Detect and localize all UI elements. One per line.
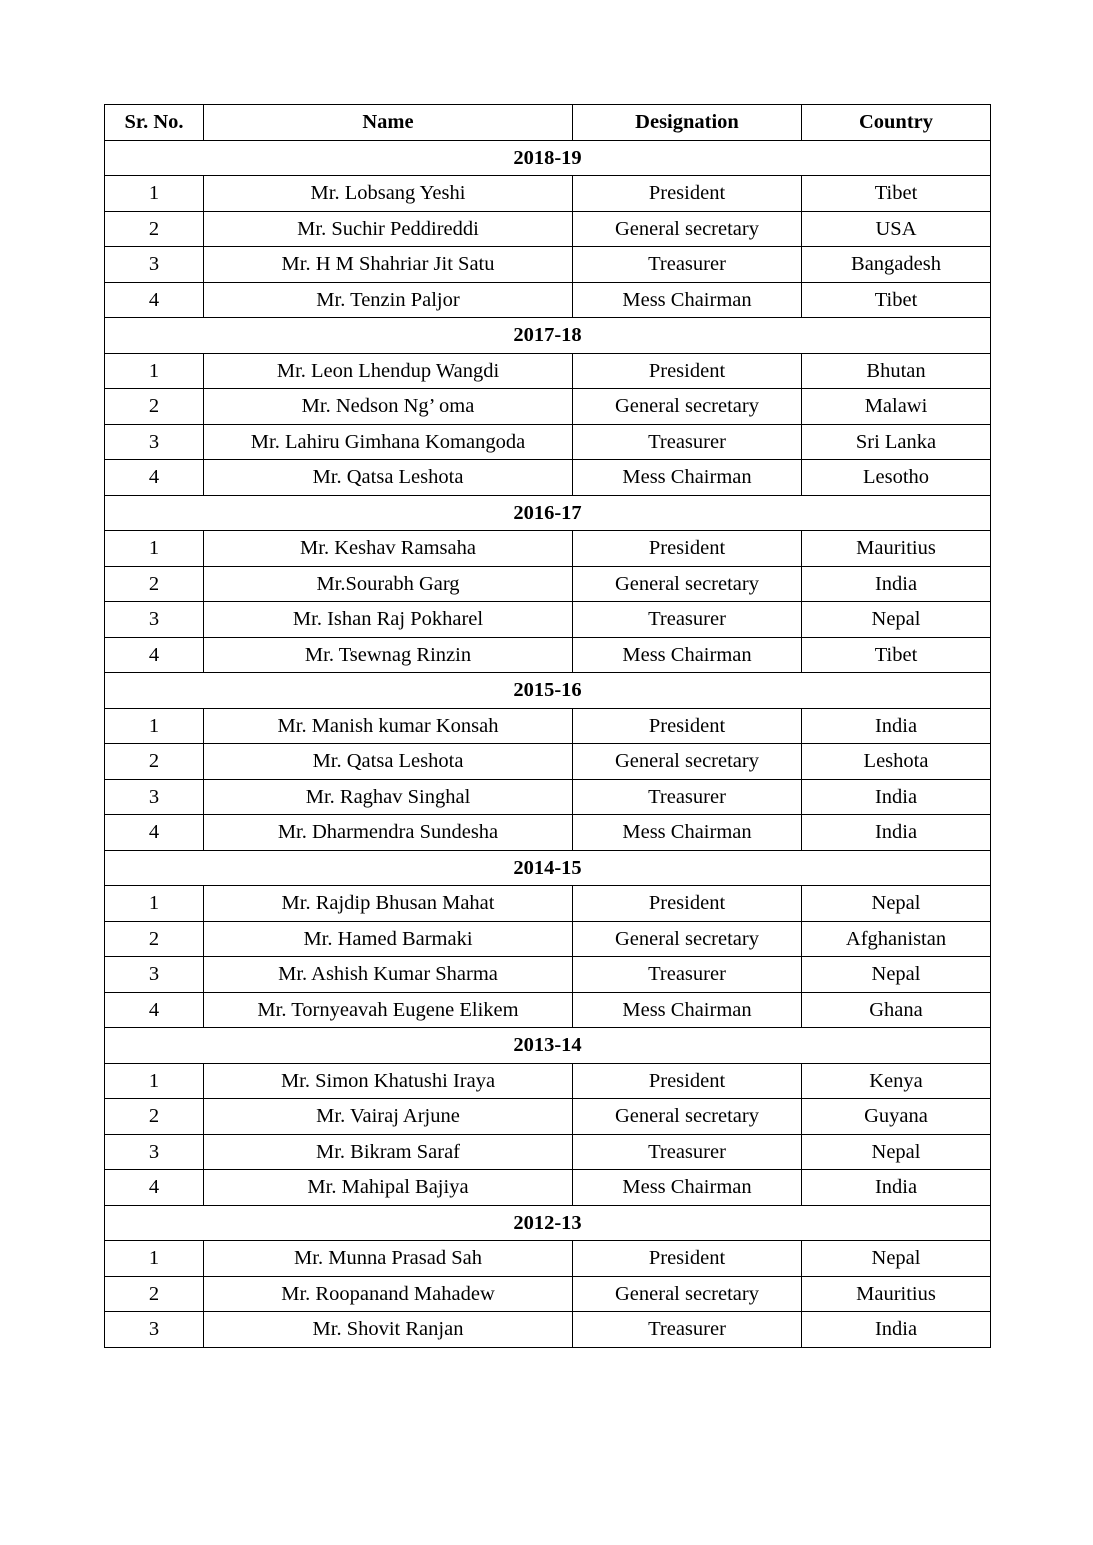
designation-cell: President: [573, 176, 802, 212]
country-cell: India: [802, 1170, 991, 1206]
designation-cell: President: [573, 886, 802, 922]
year-heading: 2016-17: [105, 495, 991, 531]
name-cell: Mr. Ishan Raj Pokharel: [204, 602, 573, 638]
table-row: [105, 886, 991, 922]
designation-cell: General secretary: [573, 1099, 802, 1135]
name-cell: Mr. Rajdip Bhusan Mahat: [204, 886, 573, 922]
year-heading: 2015-16: [105, 673, 991, 709]
name-cell: Mr. Tsewnag Rinzin: [204, 637, 573, 673]
year-row: [105, 1205, 991, 1241]
sr-no-cell: 3: [105, 424, 204, 460]
sr-no-cell: 3: [105, 247, 204, 283]
sr-no-cell: 3: [105, 779, 204, 815]
name-cell: Mr. Bikram Saraf: [204, 1134, 573, 1170]
name-cell: Mr. Lahiru Gimhana Komangoda: [204, 424, 573, 460]
country-cell: Sri Lanka: [802, 424, 991, 460]
table-row: [105, 353, 991, 389]
table-row: [105, 1099, 991, 1135]
sr-no-cell: 3: [105, 957, 204, 993]
table-row: [105, 389, 991, 425]
year-heading: 2017-18: [105, 318, 991, 354]
table-row: [105, 531, 991, 567]
designation-cell: President: [573, 708, 802, 744]
sr-no-cell: 4: [105, 282, 204, 318]
header-sr-no: Sr. No.: [105, 105, 204, 141]
country-cell: Nepal: [802, 602, 991, 638]
designation-cell: Mess Chairman: [573, 637, 802, 673]
header-country: Country: [802, 105, 991, 141]
table-row: [105, 424, 991, 460]
country-cell: Tibet: [802, 637, 991, 673]
designation-cell: General secretary: [573, 921, 802, 957]
name-cell: Mr. Simon Khatushi Iraya: [204, 1063, 573, 1099]
sr-no-cell: 4: [105, 992, 204, 1028]
country-cell: Malawi: [802, 389, 991, 425]
designation-cell: General secretary: [573, 1276, 802, 1312]
name-cell: Mr. Raghav Singhal: [204, 779, 573, 815]
sr-no-cell: 3: [105, 602, 204, 638]
designation-cell: Mess Chairman: [573, 460, 802, 496]
designation-cell: General secretary: [573, 211, 802, 247]
table-row: [105, 1276, 991, 1312]
table-row: [105, 1134, 991, 1170]
designation-cell: General secretary: [573, 389, 802, 425]
designation-cell: General secretary: [573, 744, 802, 780]
designation-cell: Treasurer: [573, 1312, 802, 1348]
table-row: [105, 247, 991, 283]
designation-cell: Mess Chairman: [573, 815, 802, 851]
sr-no-cell: 2: [105, 566, 204, 602]
country-cell: India: [802, 1312, 991, 1348]
country-cell: Ghana: [802, 992, 991, 1028]
header-name: Name: [204, 105, 573, 141]
table-row: [105, 779, 991, 815]
name-cell: Mr. Vairaj Arjune: [204, 1099, 573, 1135]
name-cell: Mr.Sourabh Garg: [204, 566, 573, 602]
country-cell: Lesotho: [802, 460, 991, 496]
name-cell: Mr. Nedson Ng’ oma: [204, 389, 573, 425]
country-cell: Bangadesh: [802, 247, 991, 283]
name-cell: Mr. Mahipal Bajiya: [204, 1170, 573, 1206]
table-row: [105, 282, 991, 318]
designation-cell: General secretary: [573, 566, 802, 602]
country-cell: India: [802, 815, 991, 851]
sr-no-cell: 1: [105, 886, 204, 922]
country-cell: India: [802, 779, 991, 815]
country-cell: Tibet: [802, 282, 991, 318]
name-cell: Mr. Keshav Ramsaha: [204, 531, 573, 567]
table-row: [105, 957, 991, 993]
country-cell: Guyana: [802, 1099, 991, 1135]
designation-cell: President: [573, 531, 802, 567]
table-row: [105, 602, 991, 638]
name-cell: Mr. Suchir Peddireddi: [204, 211, 573, 247]
table-row: [105, 176, 991, 212]
sr-no-cell: 1: [105, 176, 204, 212]
name-cell: Mr. Ashish Kumar Sharma: [204, 957, 573, 993]
designation-cell: Treasurer: [573, 779, 802, 815]
name-cell: Mr. Tenzin Paljor: [204, 282, 573, 318]
sr-no-cell: 1: [105, 708, 204, 744]
country-cell: Nepal: [802, 957, 991, 993]
year-row: [105, 673, 991, 709]
table-row: [105, 1241, 991, 1277]
designation-cell: President: [573, 1241, 802, 1277]
table-row: [105, 744, 991, 780]
year-heading: 2018-19: [105, 140, 991, 176]
sr-no-cell: 2: [105, 211, 204, 247]
table-row: [105, 460, 991, 496]
designation-cell: Treasurer: [573, 247, 802, 283]
sr-no-cell: 2: [105, 1099, 204, 1135]
year-heading: 2012-13: [105, 1205, 991, 1241]
table-body: [105, 140, 991, 1347]
table-row: [105, 1063, 991, 1099]
table-row: [105, 992, 991, 1028]
name-cell: Mr. Hamed Barmaki: [204, 921, 573, 957]
country-cell: India: [802, 566, 991, 602]
country-cell: Tibet: [802, 176, 991, 212]
designation-cell: Treasurer: [573, 1134, 802, 1170]
country-cell: Nepal: [802, 1241, 991, 1277]
designation-cell: Treasurer: [573, 424, 802, 460]
country-cell: India: [802, 708, 991, 744]
designation-cell: Treasurer: [573, 957, 802, 993]
name-cell: Mr. H M Shahriar Jit Satu: [204, 247, 573, 283]
year-heading: 2013-14: [105, 1028, 991, 1064]
header-designation: Designation: [573, 105, 802, 141]
table-row: [105, 637, 991, 673]
sr-no-cell: 2: [105, 389, 204, 425]
sr-no-cell: 4: [105, 1170, 204, 1206]
country-cell: Leshota: [802, 744, 991, 780]
country-cell: Mauritius: [802, 1276, 991, 1312]
year-row: [105, 1028, 991, 1064]
name-cell: Mr. Shovit Ranjan: [204, 1312, 573, 1348]
country-cell: Kenya: [802, 1063, 991, 1099]
name-cell: Mr. Qatsa Leshota: [204, 460, 573, 496]
name-cell: Mr. Munna Prasad Sah: [204, 1241, 573, 1277]
country-cell: Mauritius: [802, 531, 991, 567]
year-row: [105, 140, 991, 176]
sr-no-cell: 4: [105, 460, 204, 496]
table-row: [105, 1312, 991, 1348]
name-cell: Mr. Dharmendra Sundesha: [204, 815, 573, 851]
sr-no-cell: 4: [105, 637, 204, 673]
name-cell: Mr. Manish kumar Konsah: [204, 708, 573, 744]
sr-no-cell: 3: [105, 1312, 204, 1348]
designation-cell: Mess Chairman: [573, 1170, 802, 1206]
sr-no-cell: 1: [105, 531, 204, 567]
sr-no-cell: 2: [105, 744, 204, 780]
country-cell: USA: [802, 211, 991, 247]
year-row: [105, 850, 991, 886]
header-row: [105, 105, 991, 141]
table-row: [105, 708, 991, 744]
year-row: [105, 495, 991, 531]
sr-no-cell: 4: [105, 815, 204, 851]
table-row: [105, 566, 991, 602]
sr-no-cell: 2: [105, 921, 204, 957]
table-row: [105, 815, 991, 851]
sr-no-cell: 1: [105, 1241, 204, 1277]
table-header: [105, 105, 991, 141]
name-cell: Mr. Lobsang Yeshi: [204, 176, 573, 212]
country-cell: Afghanistan: [802, 921, 991, 957]
year-row: [105, 318, 991, 354]
designation-cell: Mess Chairman: [573, 992, 802, 1028]
name-cell: Mr. Leon Lhendup Wangdi: [204, 353, 573, 389]
sr-no-cell: 2: [105, 1276, 204, 1312]
name-cell: Mr. Tornyeavah Eugene Elikem: [204, 992, 573, 1028]
sr-no-cell: 1: [105, 353, 204, 389]
country-cell: Nepal: [802, 886, 991, 922]
name-cell: Mr. Qatsa Leshota: [204, 744, 573, 780]
designation-cell: President: [573, 1063, 802, 1099]
country-cell: Nepal: [802, 1134, 991, 1170]
table-row: [105, 921, 991, 957]
year-heading: 2014-15: [105, 850, 991, 886]
country-cell: Bhutan: [802, 353, 991, 389]
office-bearers-table: [104, 104, 991, 1348]
designation-cell: Treasurer: [573, 602, 802, 638]
table-row: [105, 211, 991, 247]
sr-no-cell: 1: [105, 1063, 204, 1099]
name-cell: Mr. Roopanand Mahadew: [204, 1276, 573, 1312]
table-row: [105, 1170, 991, 1206]
designation-cell: President: [573, 353, 802, 389]
designation-cell: Mess Chairman: [573, 282, 802, 318]
sr-no-cell: 3: [105, 1134, 204, 1170]
